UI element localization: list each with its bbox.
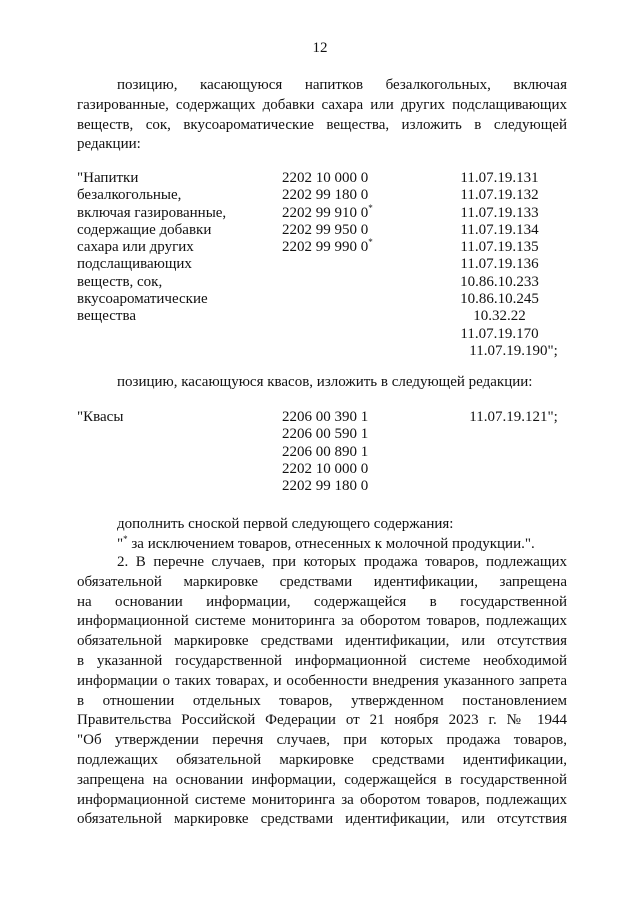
- asterisk-mark: *: [368, 202, 373, 213]
- okpd2-code-cell: 11.07.19.135: [460, 239, 539, 256]
- text-line: подлежащих обязательной маркировке средствами идентификации,: [77, 751, 567, 768]
- okpd2-code-cell: 11.07.19.134: [460, 221, 539, 238]
- asterisk-mark: *: [368, 237, 373, 248]
- paragraph-add-footnote: дополнить сноской первой следующего содержания:: [117, 516, 454, 532]
- tnved-code-cell: 2202 99 990 0*: [282, 237, 373, 256]
- description-cell: сахара или других: [77, 239, 194, 256]
- okpd2-code-cell: 10.86.10.245: [460, 291, 539, 308]
- tnved-code-cell: 2206 00 890 1: [282, 443, 369, 460]
- table-row: [77, 343, 567, 360]
- table-row: [77, 308, 567, 325]
- text-line: информационной системе мониторинга за оборотом товаров, подлежащих: [77, 613, 567, 630]
- description-cell: вещества: [77, 308, 136, 325]
- table-row: [77, 409, 567, 426]
- paragraph-position-drinks: [77, 76, 567, 155]
- text-line: газированные, содержащих добавки сахара или других подслащивающих: [77, 96, 567, 113]
- text-line: Правительства Российской Федерации от 21 ноября 2023 г. № 1944: [77, 712, 567, 729]
- tnved-code-cell: 2206 00 390 1: [282, 409, 369, 425]
- text-line: редакции:: [77, 136, 141, 153]
- paragraph-item-2: [77, 553, 567, 830]
- table-row: [77, 202, 567, 222]
- okpd2-code-cell: 11.07.19.136: [460, 256, 539, 273]
- table-row: [77, 256, 567, 273]
- okpd2-code-cell: 11.07.19.170: [460, 325, 539, 342]
- okpd2-code-cell: 11.07.19.131: [460, 170, 539, 186]
- description-cell: подслащивающих: [77, 256, 192, 273]
- tnved-code-cell: 2202 99 180 0: [282, 478, 369, 495]
- page-number: 12: [312, 40, 328, 56]
- tnved-code-cell: 2202 99 180 0: [282, 187, 369, 204]
- drinks-codes-table: [77, 170, 567, 360]
- text-line: в указанной государственной информационной системе необходимой: [77, 652, 567, 669]
- paragraph-position-kvass: позицию, касающуюся квасов, изложить в следующей редакции:: [117, 374, 533, 390]
- text-line: запрещена на основании информации, содержащейся в государственной: [77, 771, 567, 788]
- text-line: информации о таких товарах, и особенности внедрения указанного запрета: [77, 672, 567, 689]
- okpd2-code-cell: 11.07.19.133: [460, 204, 539, 221]
- table-row: [77, 478, 567, 495]
- tnved-code-cell: 2202 10 000 0: [282, 170, 369, 186]
- text-line: обязательной маркировке средствами идентификации, или отсутствия: [77, 633, 567, 650]
- table-row: [77, 274, 567, 291]
- tnved-code-cell: 2202 99 910 0*: [282, 202, 373, 221]
- table-row: [77, 326, 567, 343]
- description-cell: безалкогольные,: [77, 187, 182, 204]
- table-row: [77, 444, 567, 461]
- table-row: [77, 291, 567, 308]
- description-cell: включая газированные,: [77, 204, 227, 221]
- table-row: [77, 170, 567, 187]
- text-line: информационной системе мониторинга за оборотом товаров, подлежащих: [77, 791, 567, 808]
- footnote-text: "* за исключением товаров, отнесенных к молочной продукции.".: [117, 534, 535, 552]
- description-cell: веществ, сок,: [77, 273, 163, 290]
- okpd2-code-cell: 11.07.19.190";: [469, 342, 558, 359]
- text-line: "Об утверждении перечня случаев, при которых продажа товаров,: [77, 732, 567, 749]
- text-line: в отношении отдельных товаров, утвержденном постановлением: [77, 692, 567, 709]
- kvass-codes-table: [77, 409, 567, 495]
- text-line: на основании информации, содержащейся в государственной: [77, 593, 567, 610]
- okpd2-code-cell: 11.07.19.121";: [469, 409, 558, 425]
- tnved-code-cell: 2202 99 950 0: [282, 221, 369, 238]
- description-cell: вкусоароматические: [77, 291, 208, 308]
- asterisk-mark: *: [123, 534, 128, 544]
- table-row: [77, 426, 567, 443]
- table-row: [77, 239, 567, 256]
- text-line: обязательной маркировке средствами идентификации, запрещена: [77, 573, 567, 590]
- table-row: [77, 187, 567, 204]
- tnved-code-cell: 2206 00 590 1: [282, 426, 369, 443]
- description-cell: содержащие добавки: [77, 221, 212, 238]
- text-line: веществ, сок, вкусоароматические вещества, изложить в следующей: [77, 116, 567, 133]
- text-line: позицию, касающуюся напитков безалкогольных, включая: [117, 77, 567, 93]
- description-cell: "Напитки: [77, 170, 139, 186]
- text-line: обязательной маркировке средствами идентификации, или отсутствия: [77, 811, 567, 828]
- okpd2-code-cell: 10.86.10.233: [460, 273, 539, 290]
- tnved-code-cell: 2202 10 000 0: [282, 460, 369, 477]
- okpd2-code-cell: 11.07.19.132: [460, 187, 539, 204]
- table-row: [77, 222, 567, 239]
- table-row: [77, 461, 567, 478]
- description-cell: "Квасы: [77, 409, 124, 425]
- text-line: 2. В перечне случаев, при которых продажа товаров, подлежащих: [117, 554, 567, 570]
- okpd2-code-cell: 10.32.22: [473, 308, 526, 325]
